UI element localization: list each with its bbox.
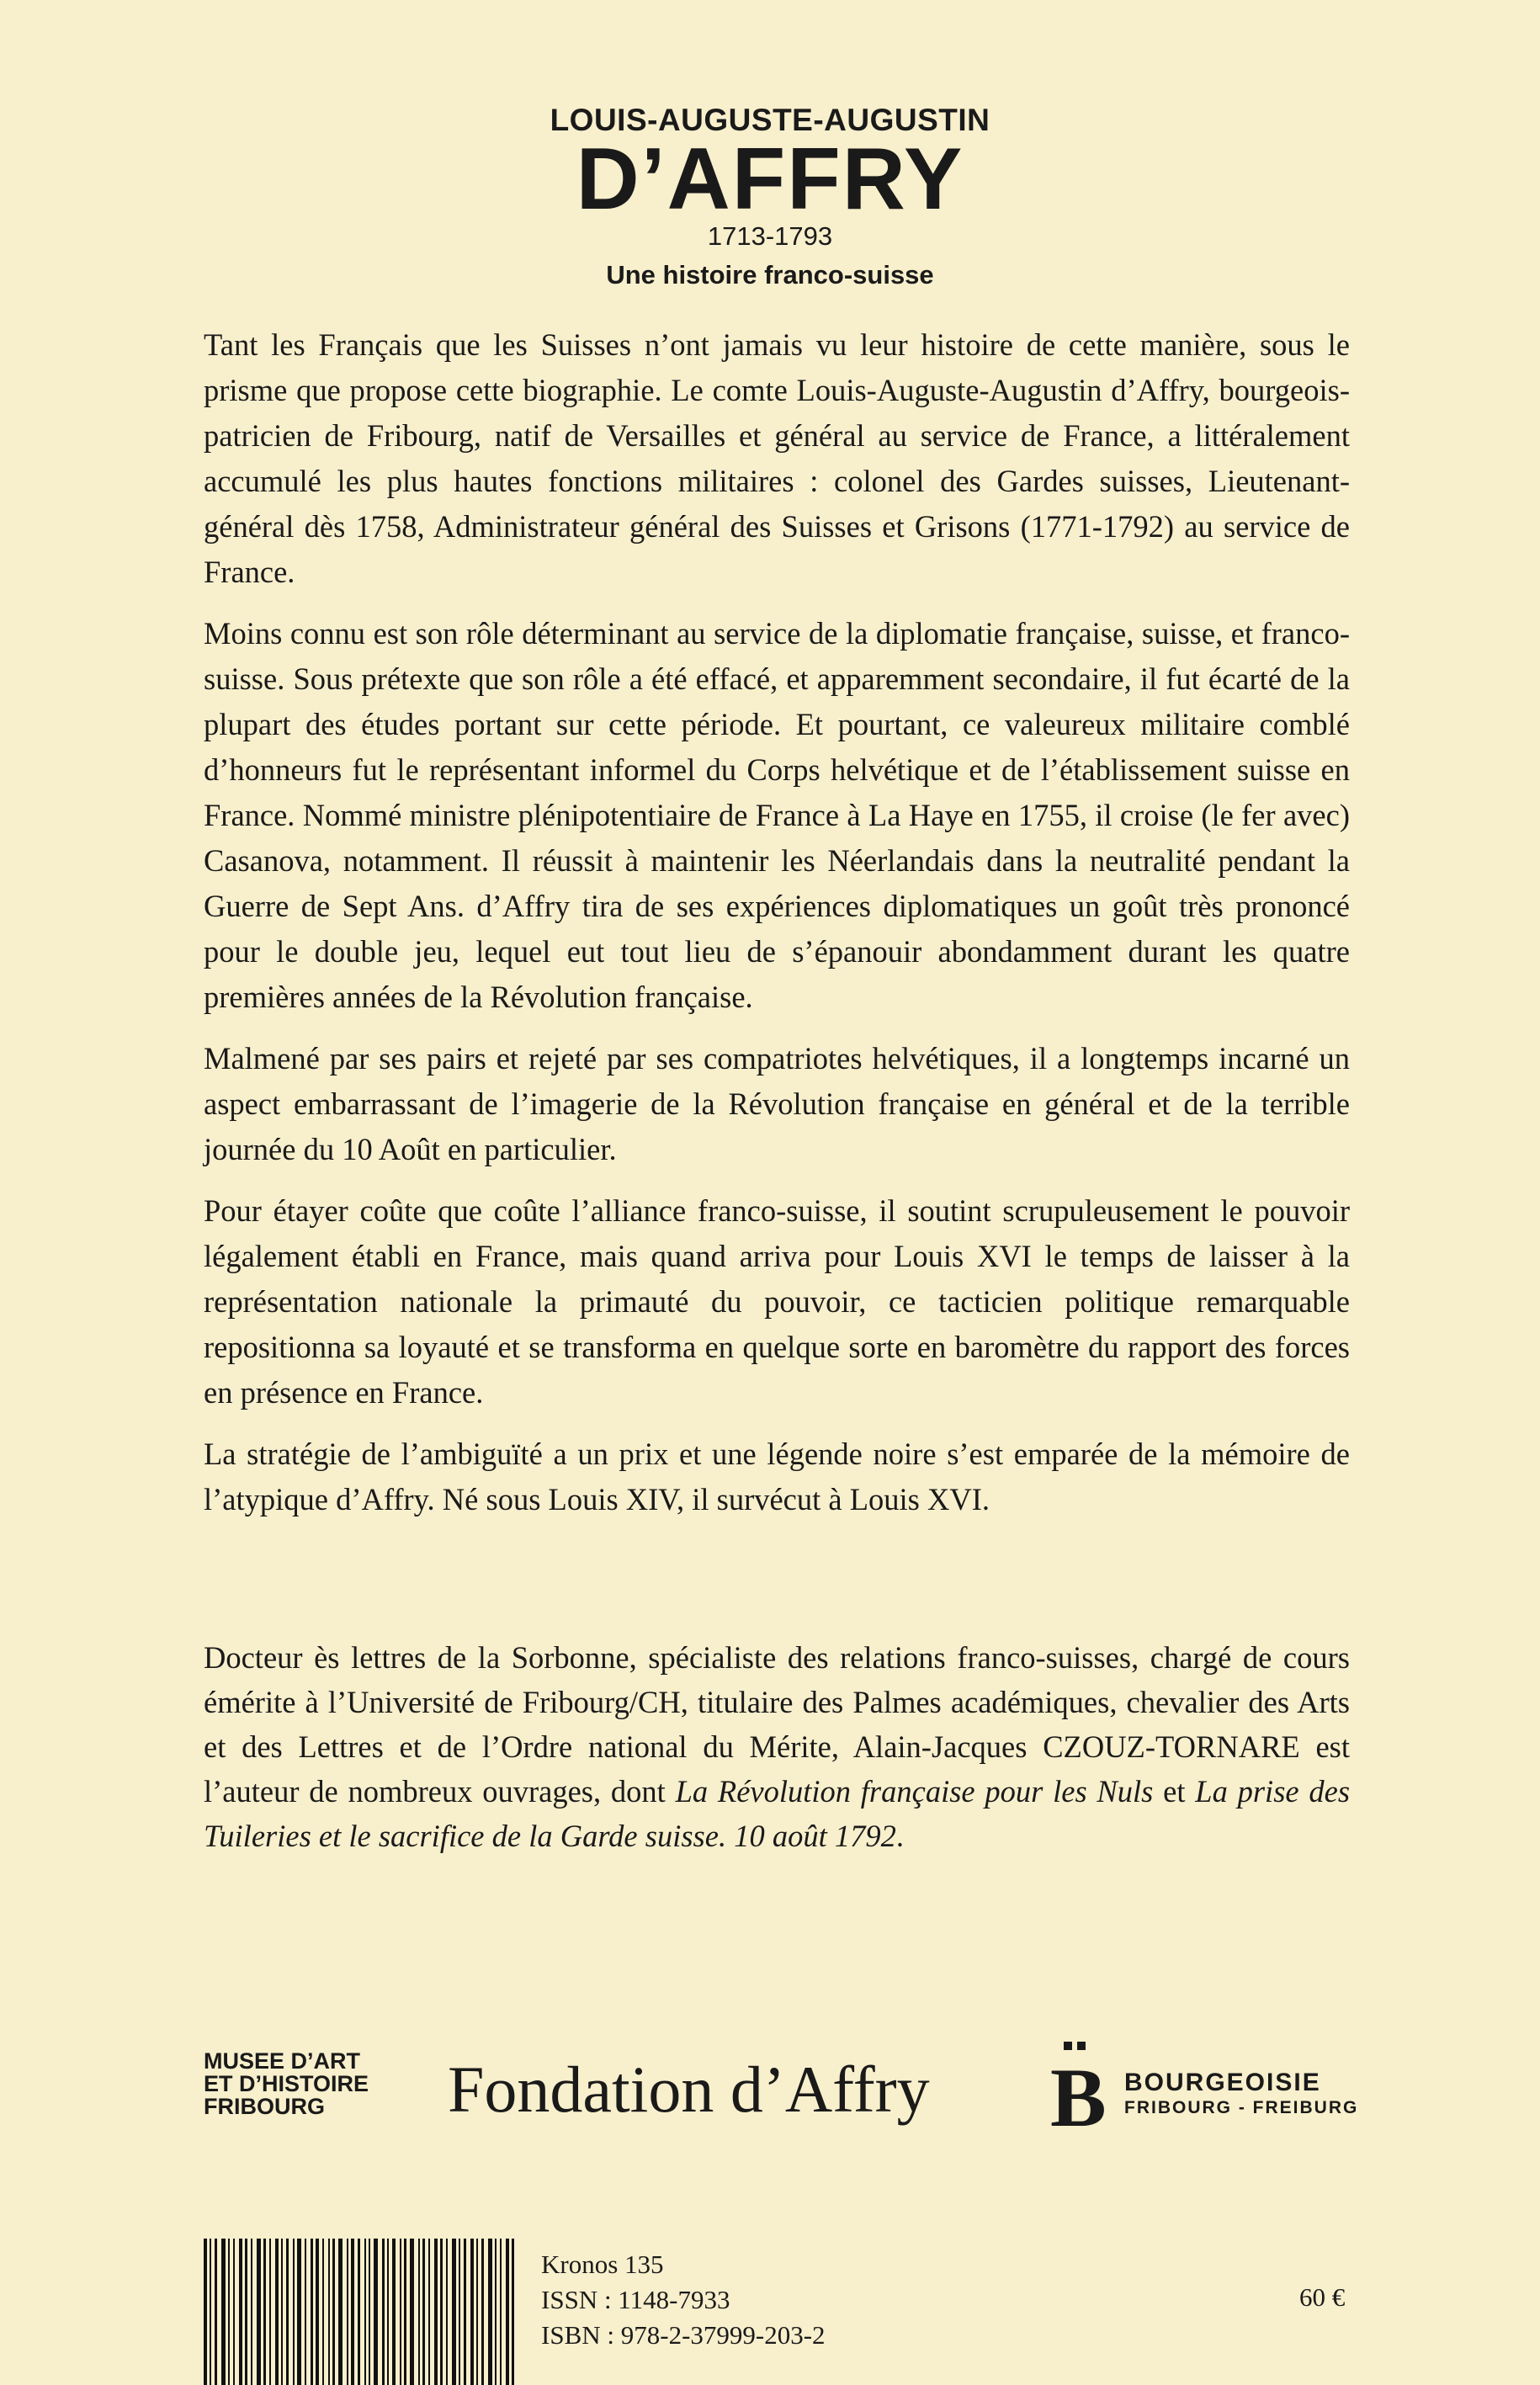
book-reference-1: La Révolution française pour les Nuls	[675, 1774, 1154, 1809]
blurb-paragraph-5: La stratégie de l’ambiguïté a un prix et une légende noire s’est emparée de la mémoire de l’atypique d’Affry. Né sous Louis XIV, il survécut à Louis XVI.	[204, 1437, 1350, 1517]
barcode-bar	[452, 2239, 456, 2385]
blurb	[204, 322, 1350, 1538]
barcode-bar	[400, 2239, 401, 2385]
barcode-bar	[495, 2239, 497, 2385]
barcode-bar	[476, 2239, 478, 2385]
musee-logo	[204, 2050, 369, 2118]
price: 60 €	[1299, 2282, 1346, 2312]
barcode-bar	[204, 2239, 207, 2385]
bourgeoisie-logo	[1124, 2069, 1358, 2119]
issn: ISSN : 1148-7933	[541, 2285, 730, 2314]
barcode-bar	[251, 2239, 252, 2385]
author-bio-end: .	[895, 1819, 904, 1853]
barcode-bar	[347, 2239, 348, 2385]
barcode-bar	[257, 2239, 261, 2385]
barcode-bar	[440, 2239, 443, 2385]
bourgeoisie-b-letter: B	[1050, 2051, 1107, 2129]
book-subtitle: Une histoire franco-suisse	[606, 260, 934, 289]
barcode-bar	[245, 2239, 247, 2385]
barcode-bar	[305, 2239, 306, 2385]
barcode-bar	[269, 2239, 271, 2385]
barcode-bar	[488, 2239, 492, 2385]
bourgeoisie-b-icon	[1050, 2042, 1111, 2129]
barcode-bar	[210, 2239, 211, 2385]
barcode-bar	[500, 2239, 502, 2385]
barcode-bar	[382, 2239, 385, 2385]
barcode-bar	[387, 2239, 389, 2385]
barcode-bar	[512, 2239, 514, 2385]
barcode-bar	[506, 2239, 509, 2385]
musee-logo-line-2: ET D’HISTOIRE	[204, 2071, 369, 2096]
barcode-bar	[263, 2239, 266, 2385]
blurb-paragraph-1: Tant les Français que les Suisses n’ont jamais vu leur histoire de cette manière, sous le prisme que propose cette biographie. Le comte Louis-Auguste-Augustin d’Affry, bourgeois-patricien de Fribourg, natif de Versailles et général au service de France, a littéralement accumulé les plus hautes fonctions militaires : colonel des Gardes suisses, Lieutenant-général dès 1758, Administrateur général des Suisses et Grisons (1771-1792) au service de France.	[204, 327, 1350, 589]
barcode-bar	[410, 2239, 414, 2385]
barcode-bar	[215, 2239, 217, 2385]
sponsor-logos	[0, 2037, 1540, 2146]
fondation-logo: Fondation d’Affry	[448, 2053, 930, 2126]
barcode-bar	[322, 2239, 324, 2385]
author-bio-conj: et	[1163, 1774, 1186, 1809]
book-reference-2: La prise des Tuileries et le sacrifice de la Garde suisse. 10 août 1792	[204, 1774, 1351, 1853]
life-dates: 1713-1793	[707, 221, 833, 251]
barcode-bar	[374, 2239, 378, 2385]
barcode-bar	[316, 2239, 319, 2385]
book-title: D’AFFRY	[576, 130, 964, 228]
barcode-bar	[434, 2239, 438, 2385]
bourgeoisie-name: BOURGEOISIE	[1124, 2069, 1321, 2096]
barcode-bar	[281, 2239, 283, 2385]
series-number: Kronos 135	[541, 2250, 664, 2279]
barcode-bar	[286, 2239, 289, 2385]
musee-logo-line-1: MUSEE D’ART	[204, 2048, 361, 2074]
publication-info	[541, 2247, 826, 2353]
barcode-bar	[422, 2239, 425, 2385]
barcode-bar	[275, 2239, 279, 2385]
bourgeoisie-sub: FRIBOURG - FREIBURG	[1124, 2098, 1359, 2117]
barcode-bar	[332, 2239, 335, 2385]
author-bio-text: Docteur ès lettres de la Sorbonne, spécialiste des relations franco-suisses, chargé de cours émérite à l’Université de Fribourg/CH, titulaire des Palmes académiques, chevalier des Arts et des Lettres et de l’Ordre national du Mérite, Alain-Jacques CZOUZ-TORNARE est l’auteur de nombreux ouvrages, dont	[204, 1640, 1350, 1809]
barcode-bar	[358, 2239, 360, 2385]
barcode-bar	[293, 2239, 295, 2385]
barcode-bar	[369, 2239, 370, 2385]
isbn-barcode	[204, 2239, 517, 2385]
blurb-paragraph-4: Pour étayer coûte que coûte l’alliance franco-suisse, il soutint scrupuleusement le pouvoir légalement établi en France, mais quand arriva pour Louis XVI le temps de laisser à la représentation nationale la primauté du pouvoir, ce tacticien politique remarquable repositionna sa loyauté et se transforma en quelque sorte en baromètre du rapport des forces en présence en France.	[204, 1193, 1350, 1410]
blurb-paragraph-2: Moins connu est son rôle déterminant au service de la diplomatie française, suisse, et franco-suisse. Sous prétexte que son rôle a été effacé, et apparemment secondaire, il fut écarté de la plupart des études portant sur cette période. Et pourtant, ce valeureux militaire comblé d’honneurs fut le représentant informel du Corps helvétique et de l’établissement suisse en France. Nommé ministre plénipotentiaire de France à La Haye en 1755, il croise (le fer avec) Casanova, notamment. Il réussit à maintenir les Néerlandais dans la neutralité pendant la Guerre de Sept Ans. d’Affry tira de ses expériences diplomatiques un goût très prononcé pour le double jeu, lequel eut tout lieu de s’épanouir abondamment durant les quatre premières années de la Révolution française.	[204, 616, 1350, 1014]
barcode-bar	[297, 2239, 301, 2385]
barcode-bar	[338, 2239, 343, 2385]
barcode-bar	[418, 2239, 420, 2385]
barcode-bar	[481, 2239, 484, 2385]
isbn: ISBN : 978-2-37999-203-2	[541, 2320, 826, 2350]
barcode-bar	[404, 2239, 406, 2385]
barcode-bar	[239, 2239, 242, 2385]
barcode-bar	[233, 2239, 235, 2385]
barcode-bar	[428, 2239, 430, 2385]
barcode-bar	[311, 2239, 313, 2385]
musee-logo-line-3: FRIBOURG	[204, 2094, 325, 2119]
barcode-bar	[351, 2239, 354, 2385]
barcode-bar	[470, 2239, 474, 2385]
barcode-bar	[228, 2239, 230, 2385]
barcode-bar	[328, 2239, 330, 2385]
blurb-paragraph-3: Malmené par ses pairs et rejeté par ses compatriotes helvétiques, il a longtemps incarné un aspect embarrassant de l’imagerie de la Révolution française en général et de la terrible journée du 10 Août en particulier.	[204, 1041, 1350, 1166]
author-supertitle: LOUIS-AUGUSTE-AUGUSTIN	[550, 103, 990, 137]
barcode-bar	[459, 2239, 460, 2385]
author-bio	[204, 1635, 1350, 1858]
barcode-bar	[364, 2239, 366, 2385]
barcode-bar	[446, 2239, 448, 2385]
barcode-bar	[221, 2239, 226, 2385]
barcode-bar	[392, 2239, 396, 2385]
barcode-bar	[464, 2239, 466, 2385]
